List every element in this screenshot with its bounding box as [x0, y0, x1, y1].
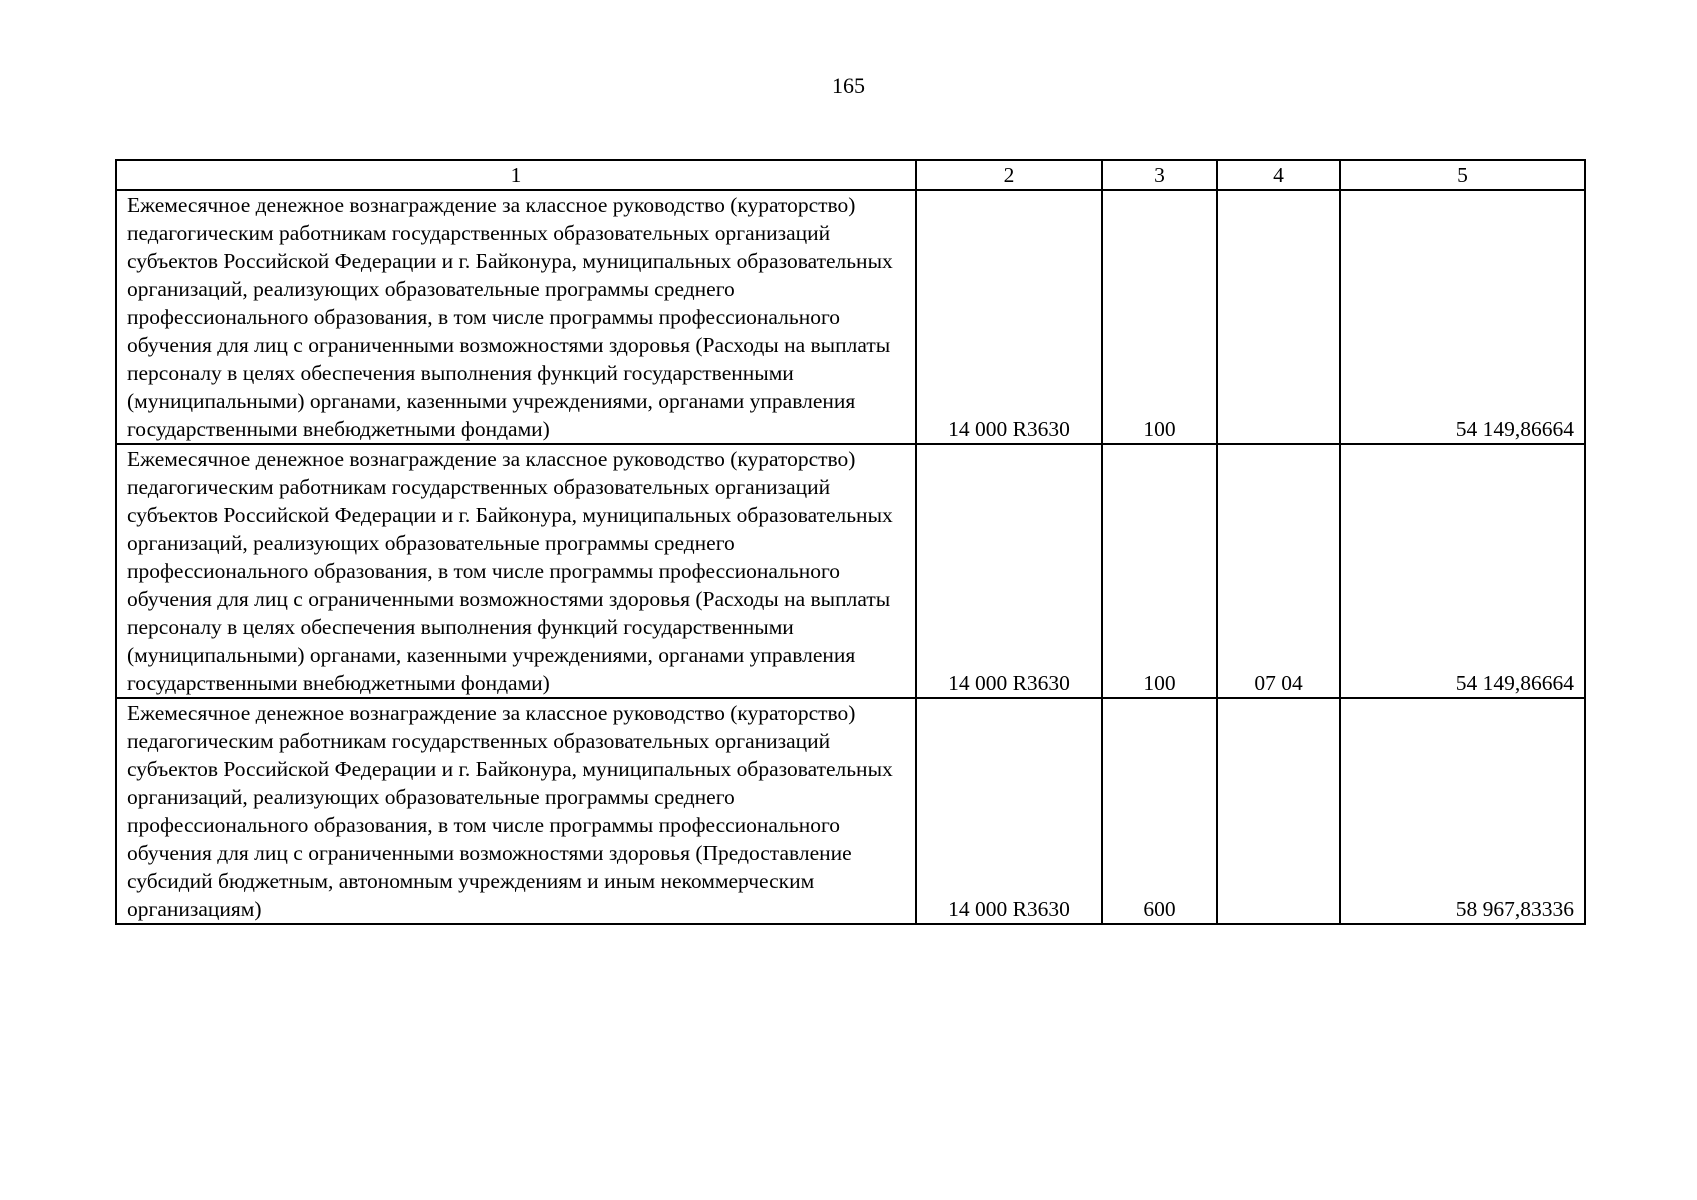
row-section: 07 04 — [1217, 444, 1340, 698]
row-expense-type: 100 — [1102, 444, 1217, 698]
row-description: Ежемесячное денежное вознаграждение за классное руководство (кураторство) педагогическим работникам государственных образовательных организаций субъектов Российской Федерации и г. Байконура, муниципальных образовательных организаций, реализующих образовательные программы среднего профессионального образования, в том числе программы профессионального обучения для лиц с ограниченными возможностями здоровья (Расходы на выплаты персоналу в целях обеспечения выполнения функций государственными (муниципальными) органами, казенными учреждениями, органами управления государственными внебюджетными фондами) — [116, 444, 916, 698]
row-amount: 54 149,86664 — [1340, 444, 1585, 698]
row-section — [1217, 698, 1340, 924]
budget-table — [115, 159, 1586, 925]
row-target-code: 14 000 R3630 — [916, 444, 1102, 698]
row-amount: 54 149,86664 — [1340, 190, 1585, 444]
row-expense-type: 100 — [1102, 190, 1217, 444]
row-expense-type: 600 — [1102, 698, 1217, 924]
table-row — [116, 190, 1585, 444]
column-header-2: 2 — [916, 160, 1102, 190]
row-description: Ежемесячное денежное вознаграждение за классное руководство (кураторство) педагогическим работникам государственных образовательных организаций субъектов Российской Федерации и г. Байконура, муниципальных образовательных организаций, реализующих образовательные программы среднего профессионального образования, в том числе программы профессионального обучения для лиц с ограниченными возможностями здоровья (Предоставление субсидий бюджетным, автономным учреждениям и иным некоммерческим организациям) — [116, 698, 916, 924]
column-header-3: 3 — [1102, 160, 1217, 190]
row-amount: 58 967,83336 — [1340, 698, 1585, 924]
table-row — [116, 698, 1585, 924]
page-number: 165 — [832, 73, 865, 98]
table-header-row — [116, 160, 1585, 190]
column-header-1: 1 — [116, 160, 916, 190]
column-header-5: 5 — [1340, 160, 1585, 190]
row-target-code: 14 000 R3630 — [916, 698, 1102, 924]
column-header-4: 4 — [1217, 160, 1340, 190]
table-row — [116, 444, 1585, 698]
row-target-code: 14 000 R3630 — [916, 190, 1102, 444]
row-description: Ежемесячное денежное вознаграждение за классное руководство (кураторство) педагогическим работникам государственных образовательных организаций субъектов Российской Федерации и г. Байконура, муниципальных образовательных организаций, реализующих образовательные программы среднего профессионального образования, в том числе программы профессионального обучения для лиц с ограниченными возможностями здоровья (Расходы на выплаты персоналу в целях обеспечения выполнения функций государственными (муниципальными) органами, казенными учреждениями, органами управления государственными внебюджетными фондами) — [116, 190, 916, 444]
row-section — [1217, 190, 1340, 444]
